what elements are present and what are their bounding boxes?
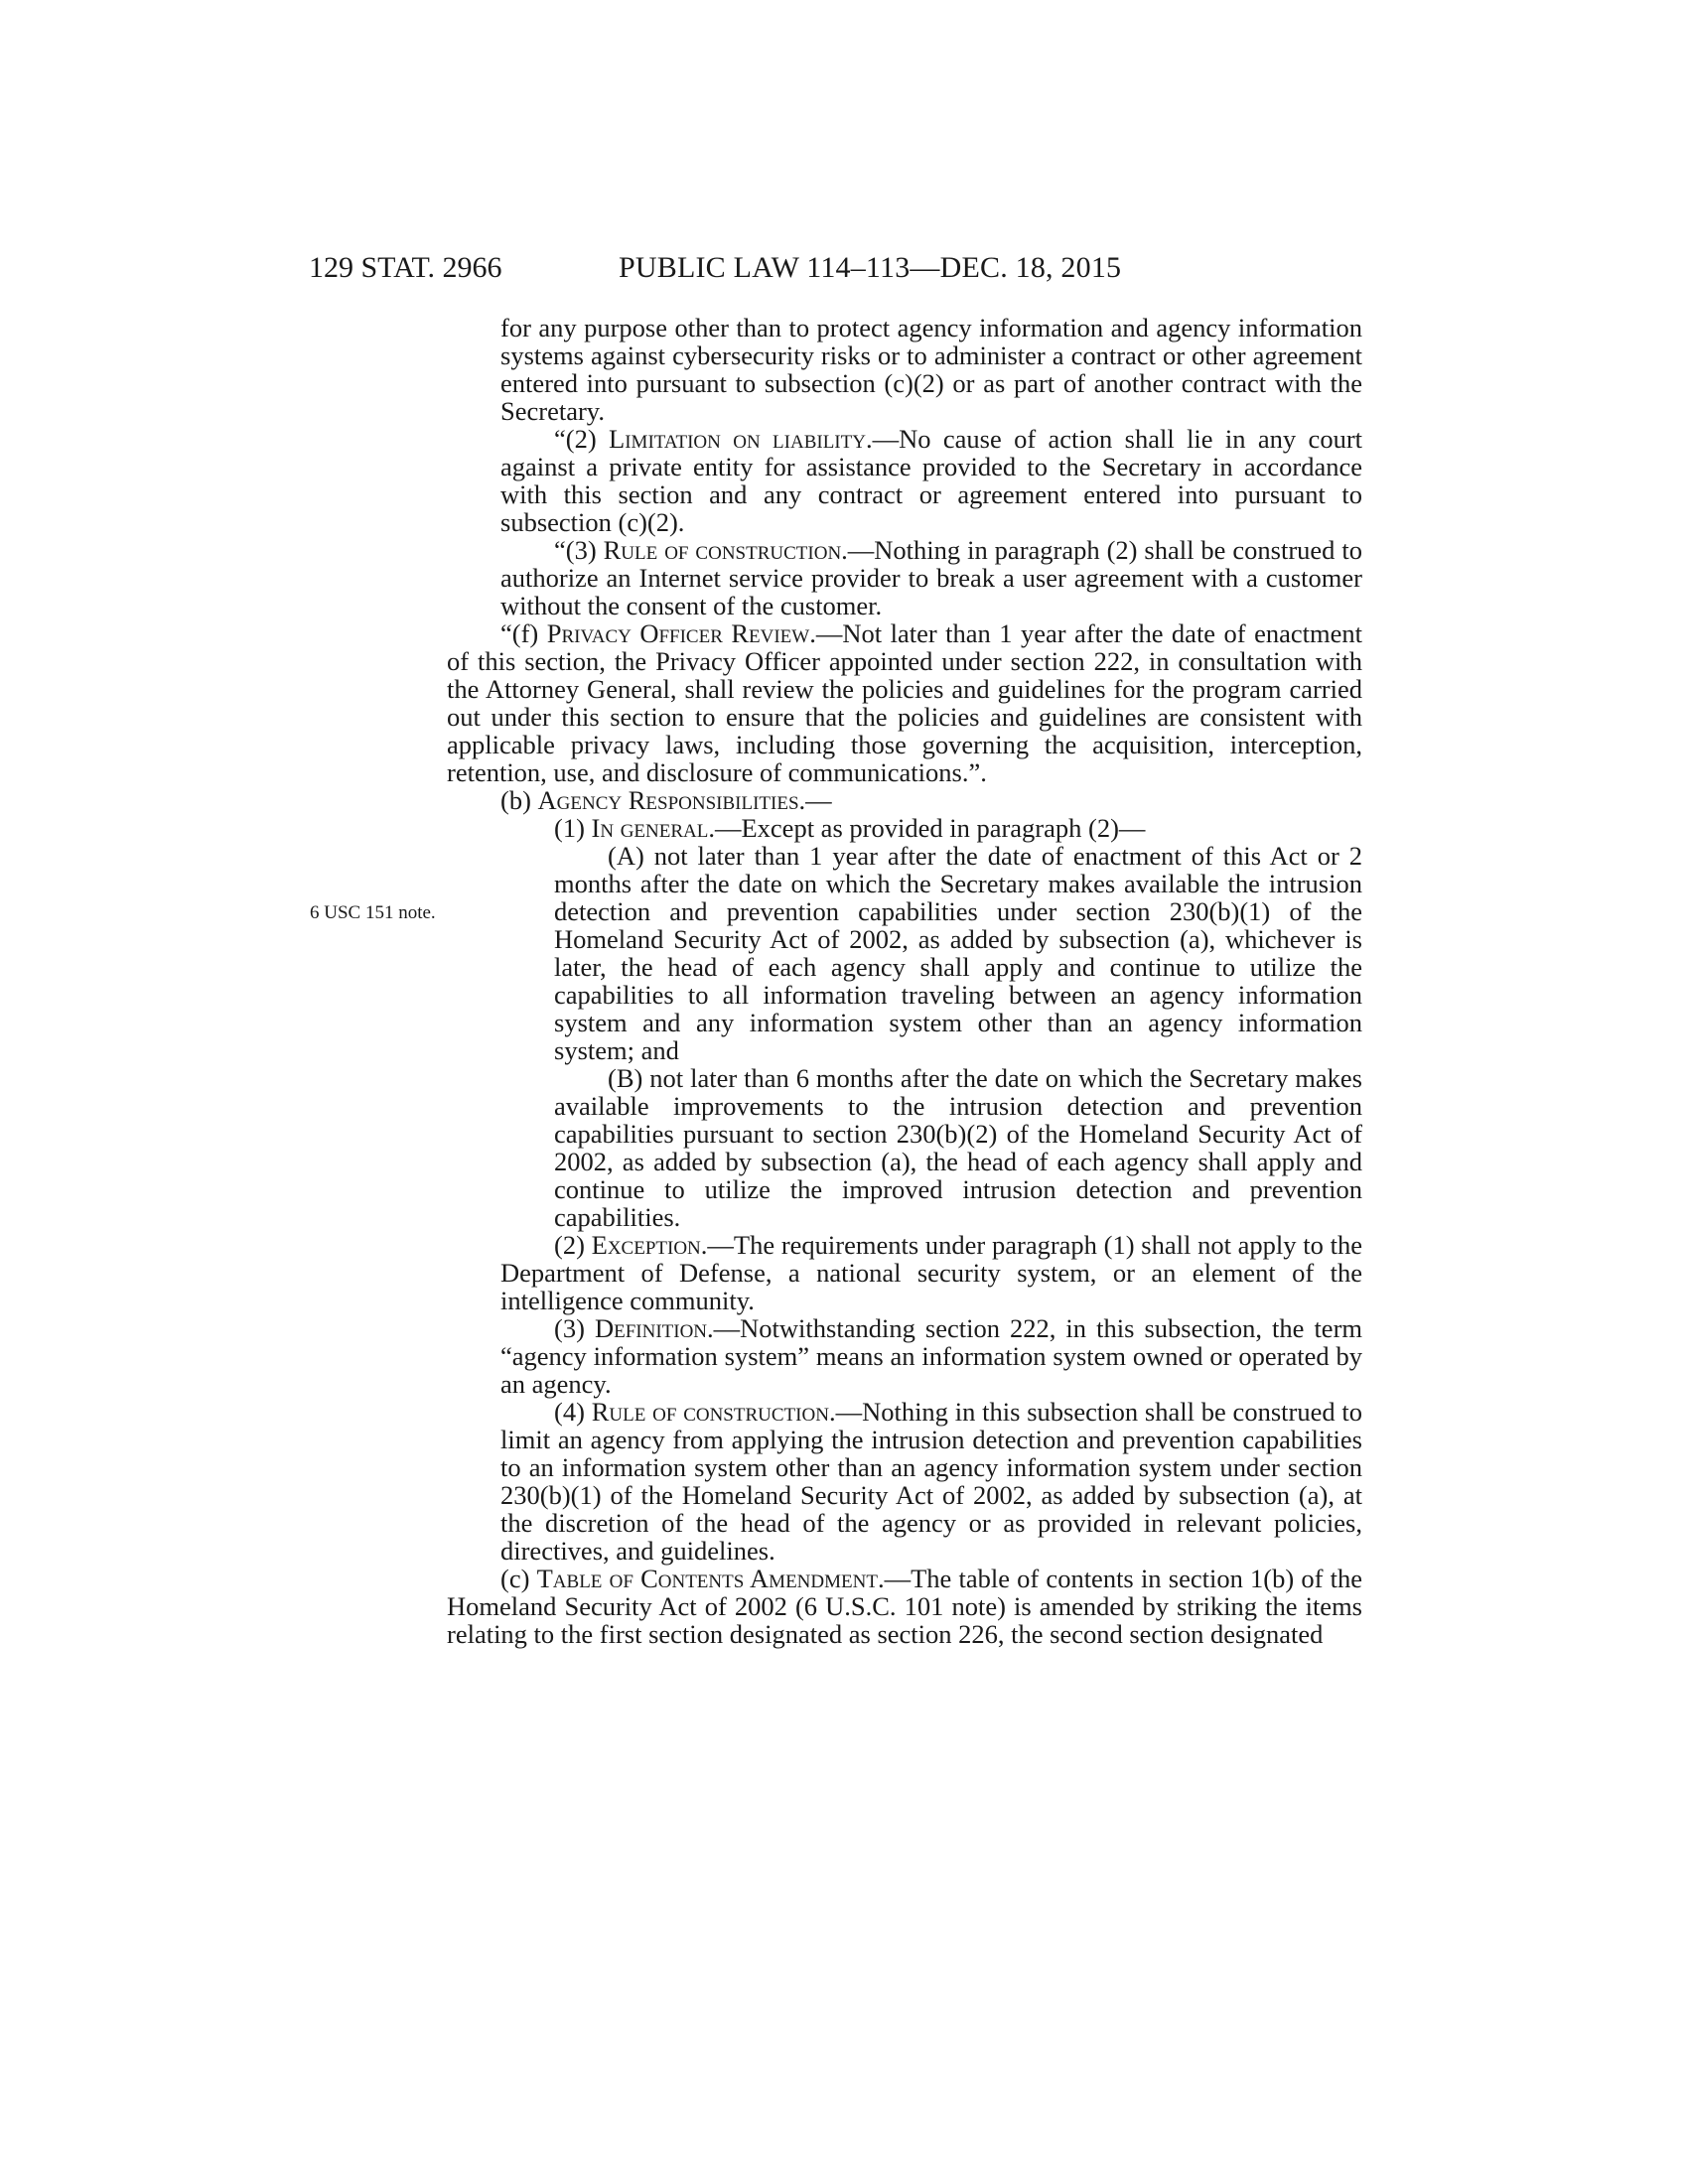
paragraph-e2 [500,425,1362,536]
subsection-number: (c) [500,1564,537,1593]
paragraph-text: .—No cause of action shall lie in any court against a private entity for assistance provided to the Secretary in accordance with this section and any contract or agreement entered into pursuant to subsection (c)(2). [500,424,1363,537]
paragraph-number: (1) [554,813,592,843]
subparagraph-b1B: (B) not later than 6 months after the date on which the Secretary makes available improvements to the intrusion detection and prevention capabilities pursuant to section 230(b)(2) of the Homeland Security Act of 2002, as added by subsection (a), the head of each agency shall apply and continue to utilize the improved intrusion detection and prevention capabilities. [554,1063,1362,1232]
subsection-text: .—The table of contents in section 1(b) of the Homeland Security Act of 2002 (6 U.S.C. 101 note) is amended by striking the items relating to the first section designated as section 226, the second section designated [447,1564,1362,1649]
paragraph-b4 [500,1398,1362,1565]
subsection-number: “(f) [500,618,547,648]
paragraph-text: .—The requirements under paragraph (1) shall not apply to the Department of Defense, a national security system, or an element of the intelligence community. [500,1230,1362,1315]
subsection-heading: Table of Contents Amendment [536,1564,878,1593]
paragraph-e3 [500,536,1362,619]
subsection-f [447,619,1362,786]
subsection-heading: Agency Responsibilities [537,785,799,815]
margin-note: 6 USC 151 note. [310,902,436,923]
paragraph-heading: Exception [591,1230,701,1260]
paragraph-b2 [500,1231,1362,1314]
page-header [309,248,1361,288]
paragraph-heading: Definition [594,1313,708,1343]
subsection-text: .—Not later than 1 year after the date of enactment of this section, the Privacy Officer appointed under section 222, in consultation with the Attorney General, shall review the policies and guidelines for the program carried out under this section to ensure that the policies and guidelines are consistent with applicable privacy laws, including those governing the acquisition, interception, retention, use, and disclosure of communications.”. [447,618,1362,787]
paragraph-heading: In general [591,813,709,843]
paragraph-b1 [500,814,1362,842]
subsection-heading: Privacy Officer Review [546,618,810,648]
subsection-text: .— [798,785,832,815]
paragraph-number: (4) [554,1397,592,1427]
paragraph-heading: Rule of construction [603,535,842,565]
paragraph-text: .—Notwithstanding section 222, in this subsection, the term “agency information system” means an information system owned or operated by an agency. [500,1313,1363,1399]
subsection-number: (b) [500,785,538,815]
paragraph-number: “(3) [554,535,604,565]
continued-paragraph: for any purpose other than to protect agency information and agency information systems against cybersecurity risks or to administer a contract or other agreement entered into pursuant to subsection (c)(2) or as part of another contract with the Secretary. [500,313,1362,426]
paragraph-heading: Rule of construction [591,1397,829,1427]
paragraph-b3 [500,1314,1362,1398]
statute-text [447,313,1363,1649]
law-title: PUBLIC LAW 114–113—DEC. 18, 2015 [619,251,1122,284]
paragraph-text: .—Nothing in paragraph (2) shall be construed to authorize an Internet service provider to break a user agreement with a customer without the consent of the customer. [500,535,1362,620]
paragraph-number: (3) [554,1313,595,1343]
subparagraph-b1A: (A) not later than 1 year after the date of enactment of this Act or 2 months after the date on which the Secretary makes available the intrusion detection and prevention capabilities under section 230(b)(1) of the Homeland Security Act of 2002, as added by subsection (a), whichever is later, the head of each agency shall apply and continue to utilize the capabilities to all information traveling between an agency information system and any information system other than an agency information system; and [554,841,1362,1065]
stat-reference: 129 STAT. 2966 [309,251,502,284]
paragraph-heading: Limitation on liability [609,424,866,454]
subsection-b [500,786,1362,814]
paragraph-text: .—Except as provided in paragraph (2)— [708,813,1146,843]
paragraph-number: (2) [554,1230,592,1260]
paragraph-number: “(2) [554,424,610,454]
paragraph-text: .—Nothing in this subsection shall be construed to limit an agency from applying the intrusion detection and prevention capabilities to an information system other than an agency information system under section 230(b)(1) of the Homeland Security Act of 2002, as added by subsection (a), at the discretion of the head of the agency or as provided in relevant policies, directives, and guidelines. [500,1397,1362,1566]
subsection-c [447,1565,1362,1648]
